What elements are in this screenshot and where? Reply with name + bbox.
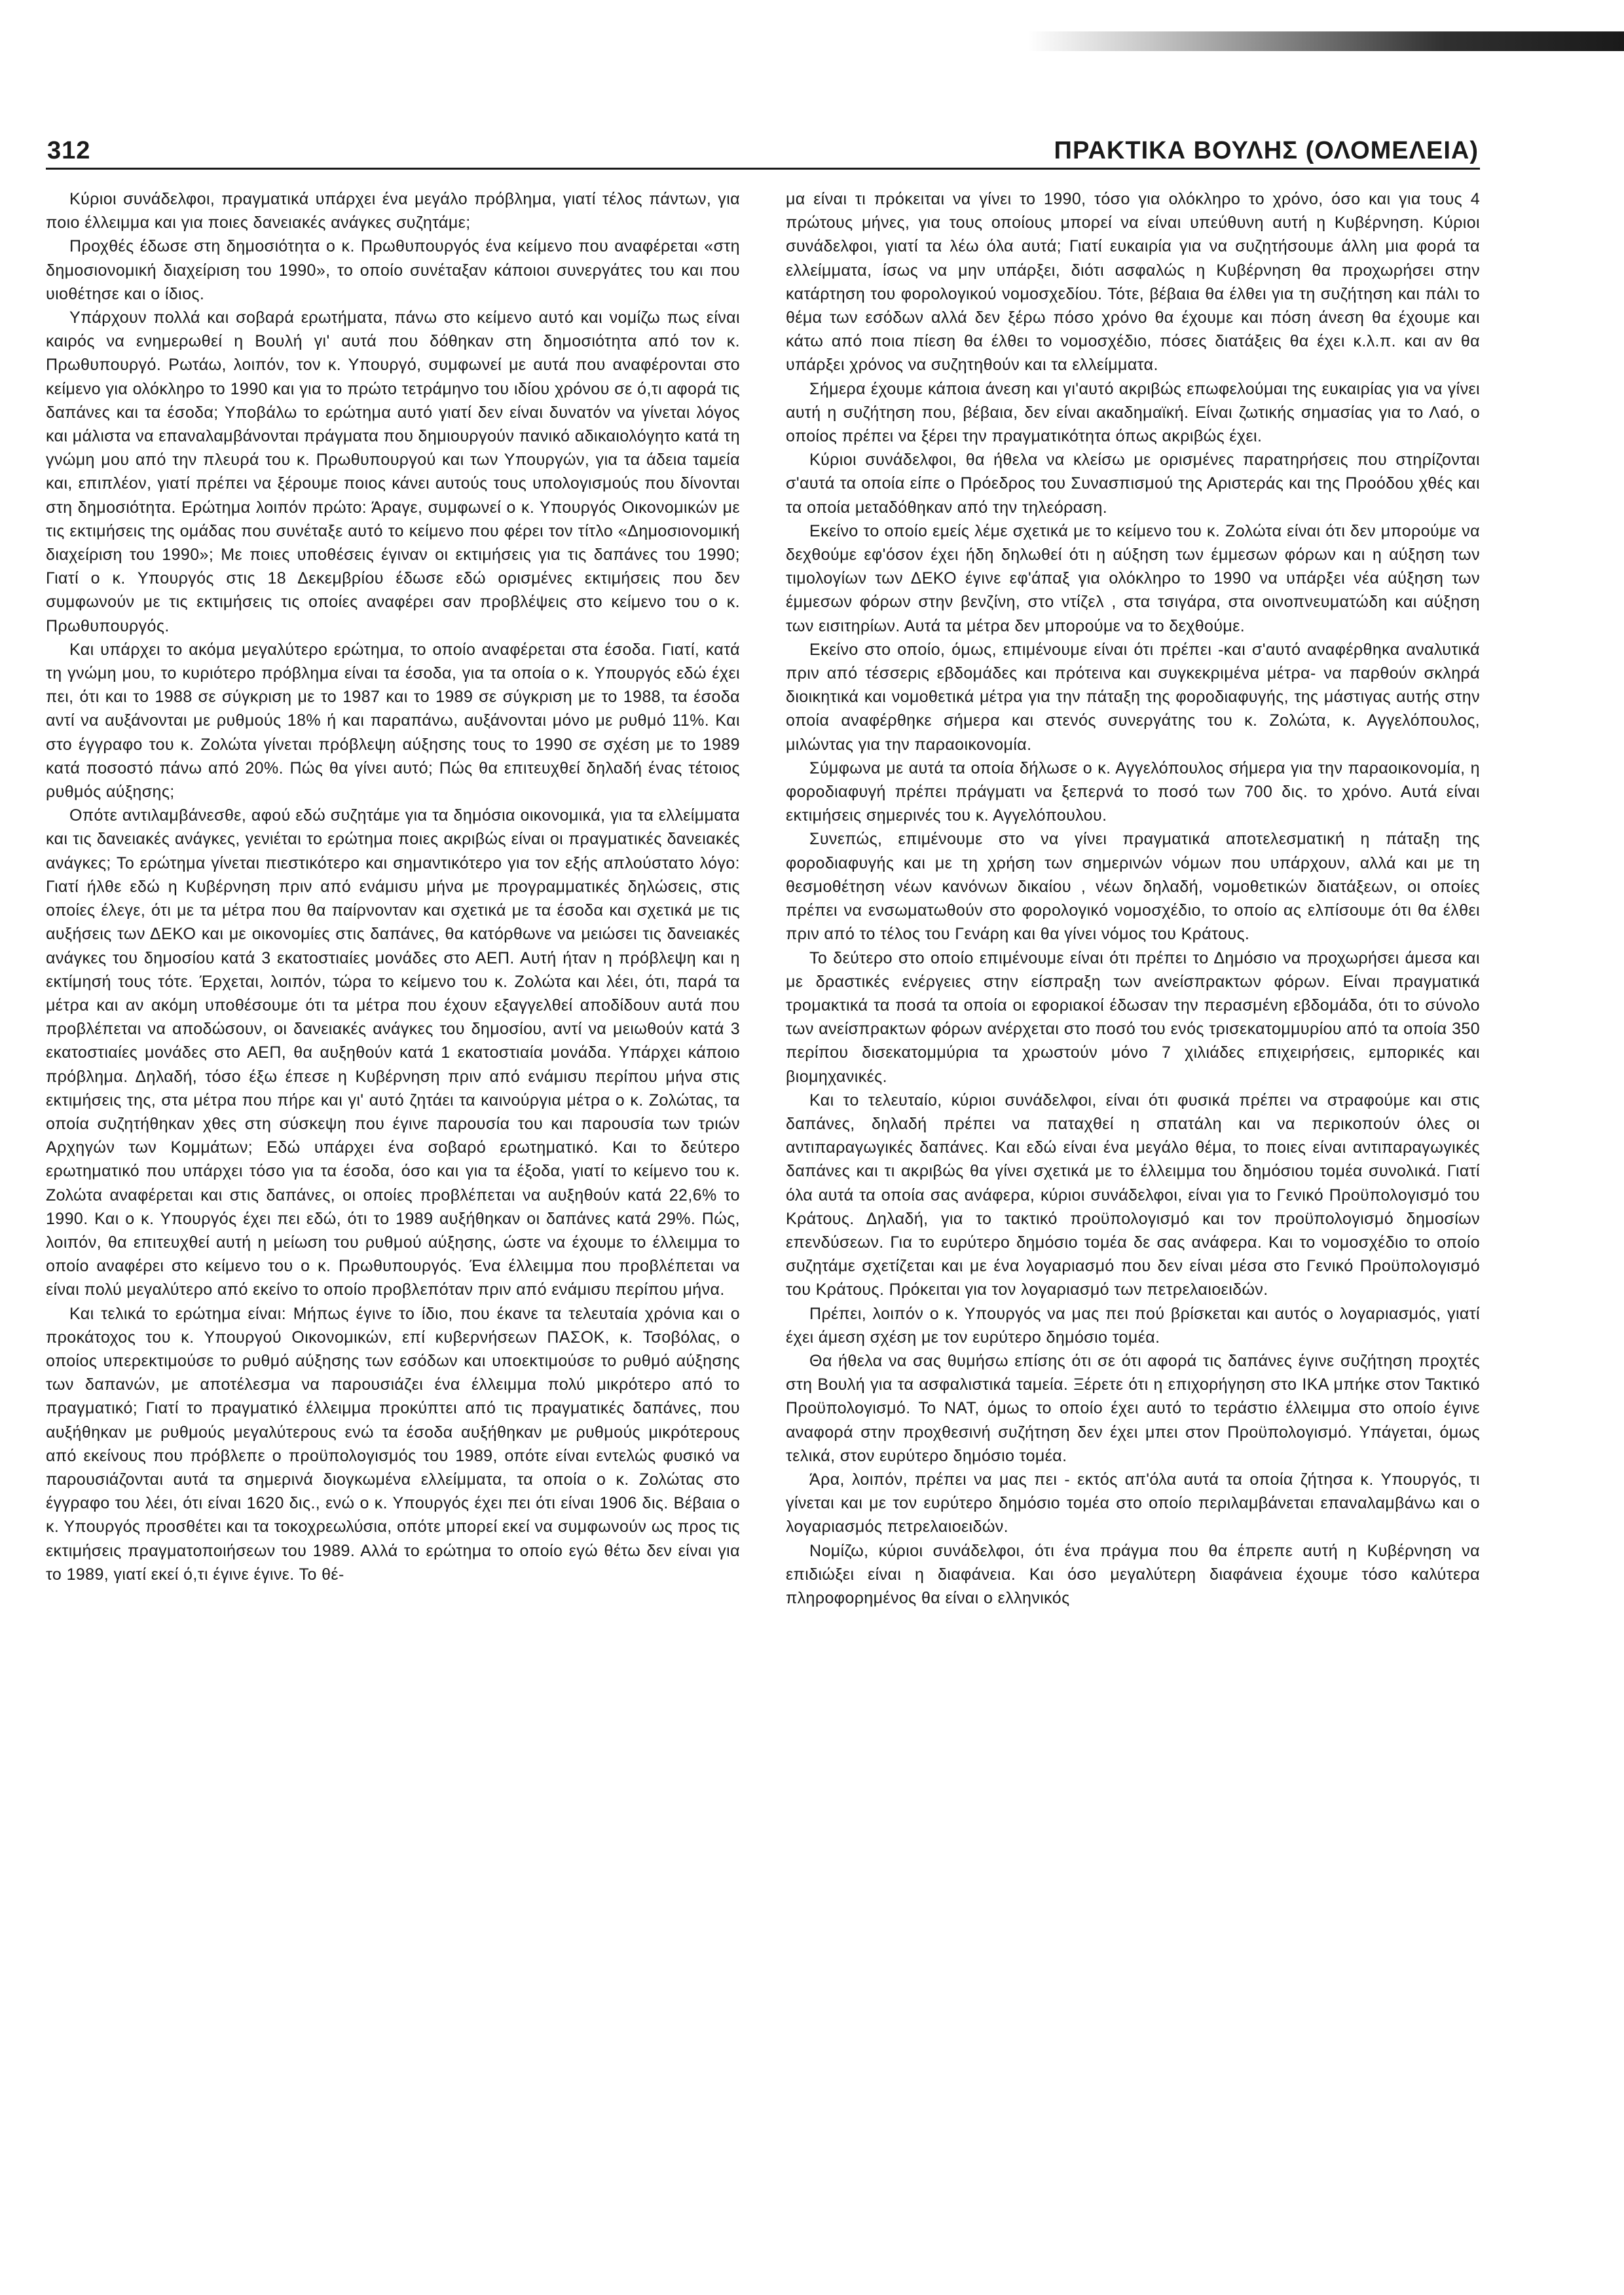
paragraph: Και υπάρχει το ακόμα μεγαλύτερο ερώτημα, το οποίο αναφέρεται στα έσοδα. Γιατί, κατά τη γνώμη μου, το κυριότερο πρόβλημα είναι τα έσοδα, για τα οποία ο κ. Υπουργός εδώ έχει πει, ότι και το 1988 σε σύγκριση με το 1987 και το 1989 σε σύγκριση με το 1988, τα έσοδα αντί να αυξάνονται με ρυθμούς 18% ή και παραπάνω, αυξάνονται μόνο με ρυθμό 11%. Και στο έγγραφο του κ. Ζολώτα γίνεται πρόβλεψη αύξησης τους το 1990 σε σχέση με το 1989 κατά ποσοστό πάνω από 20%. Πώς θα γίνει αυτό; Πώς θα επιτευχθεί δηλαδή ένας τέτοιος ρυθμός αύξησης; — [46, 640, 740, 802]
page-header — [46, 128, 1480, 170]
paragraph: Άρα, λοιπόν, πρέπει να μας πει - εκτός απ'όλα αυτά τα οποία ζήτησα κ. Υπουργός, τι γίνεται και με τον ευρύτερο δημόσιο τομέα στο οποίο περιλαμβάνεται επαναλαμβάνω και ο λογαριασμός πετρελαιοειδών. — [786, 1470, 1480, 1537]
paragraph: Εκείνο το οποίο εμείς λέμε σχετικά με το κείμενο του κ. Ζολώτα είναι ότι δεν μπορούμε να δεχθούμε εφ'όσον έχει ήδη δηλωθεί ότι η αύξηση των έμμεσων φόρων και η αύξηση των τιμολογίων των ΔΕΚΟ έγινε εφ'άπαξ για ολόκληρο το 1990 να υπάρξει νέα αύξηση των έμμεσων φόρων στην βενζίνη, στο ντίζελ , στα τσιγάρα, στα οινοπνευματώδη και αύξηση των εισιτηρίων. Αυτά τα μέτρα δεν μπορούμε να το δεχθούμε. — [786, 521, 1480, 635]
paragraph-continued: μα είναι τι πρόκειται να γίνει το 1990, τόσο για ολόκληρο το χρόνο, όσο και για τους 4 πρώτους μήνες, για τους οποίους μπορεί να είναι υπεύθυνη αυτή η Κυβέρνηση. Κύριοι συνάδελφοι, γιατί τα λέω όλα αυτά; Γιατί ευκαιρία για να συζητήσουμε άλλη μια φορά τα ελλείμματα, ίσως να μην υπάρξει, διότι ασφαλώς η Κυβέρνηση θα προχωρήσει στην κατάρτηση του φορολογικού νομοσχεδίου. Τότε, βέβαια θα έλθει για τη συζήτηση και πάλι το θέμα των εσόδων αλλά δεν ξέρω πόσο χρόνο θα έχουμε και πόση άνεση θα έχουμε και κάτω από ποια πίεση θα έλθει το νομοσχέδιο, πόσες διατάξεις θα έχει κ.λ.π. και αν θα υπάρξει χρόνος να συζητηθούν και τα ελλείμματα. — [786, 190, 1480, 375]
paragraph: Προχθές έδωσε στη δημοσιότητα ο κ. Πρωθυπουργός ένα κείμενο που αναφέρεται «στη δημοσιονομική διαχείριση του 1990», το οποίο συνέταξαν κάποιοι συνεργάτες του και που υιοθέτησε και ο ίδιος. — [46, 237, 740, 303]
paragraph: Κύριοι συνάδελφοι, πραγματικά υπάρχει ένα μεγάλο πρόβλημα, γιατί τέλος πάντων, για ποιο έλλειμμα και για ποιες δανειακές ανάγκες συζητάμε; — [46, 190, 740, 233]
paragraph: Θα ήθελα να σας θυμήσω επίσης ότι σε ότι αφορά τις δαπάνες έγινε συζήτηση προχτές στη Βουλή για τα ασφαλιστικά ταμεία. Ξέρετε ότι η επιχορήγηση στο ΙΚΑ μπήκε στον Τακτικό Προϋπολογισμό. Το ΝΑΤ, όμως το οποίο έχει αυτό το τεράστιο έλλειμμα στο οποίο έγινε αναφορά στην προχθεσινή συζήτηση δεν έχει μπει στον Προϋπολογισμό. Υπάγεται, όμως τελικά, στον ευρύτερο δημόσιο τομέα. — [786, 1351, 1480, 1465]
page-number: 312 — [47, 137, 91, 164]
paragraph: Υπάρχουν πολλά και σοβαρά ερωτήματα, πάνω στο κείμενο αυτό και νομίζω πως είναι καιρός να ενημερωθεί η Βουλή γι' αυτά που δόθηκαν στη δημοσιότητα από τον κ. Πρωθυπουργό. Ρωτάω, λοιπόν, τον κ. Υπουργό, συμφωνεί με αυτά που αναφέρονται στο κείμενο για ολόκληρο το 1990 και για το πρώτο τετράμηνο του ιδίου χρόνου σε ό,τι αφορά τις δαπάνες και τα έσοδα; Υποβάλω το ερώτημα αυτό γιατί δεν είναι δυνατόν να γίνεται λόγος και μάλιστα να επαναλαμβάνονται πράγματα που δημιουργούν πανικό αδικαιολόγητο κατά τη γνώμη μου από την πλευρά του κ. Πρωθυπουργού και των Υπουργών, για τα άδεια ταμεία και, επιπλέον, γιατί πρέπει να ξέρουμε ποιος κάνει αυτούς τους υπολογισμούς που δίνονται στη δημοσιότητα. Ερώτημα λοιπόν πρώτο: Άραγε, συμφωνεί ο κ. Υπουργός Οικονομικών με τις εκτιμήσεις της ομάδας που συνέταξε αυτό το κείμενο που φέρει τον τίτλο «Δημοσιονομική διαχείριση του 1990»; Με ποιες υποθέσεις έγιναν οι εκτιμήσεις για τις δαπάνες του 1990; Γιατί ο κ. Υπουργός στις 18 Δεκεμβρίου έδωσε εδώ ορισμένες εκτιμήσεις που δεν συμφωνούν με τις εκτιμήσεις τις οποίες αναφέρει σαν προβλέψεις στο κείμενο του ο κ. Πρωθυπουργός. — [46, 308, 740, 635]
paragraph: Και το τελευταίο, κύριοι συνάδελφοι, είναι ότι φυσικά πρέπει να στραφούμε και στις δαπάνες, δηλαδή πρέπει να παταχθεί η σπατάλη και να περικοπούν όλες οι αντιπαραγωγικές δαπάνες. Και εδώ είναι ένα μεγάλο θέμα, το ποιες είναι αντιπαραγωγικές δαπάνες και τι ακριβώς θα γίνει σχετικά με το έλλειμμα του δημόσιου τομέα συνολικά. Γιατί όλα αυτά τα οποία σας ανάφερα, κύριοι συνάδελφοι, είναι για το Γενικό Προϋπολογισμό του Κράτους. Δηλαδή, για το τακτικό προϋπολογισμό και τον προϋπολογισμό δημοσίων επενδύσεων. Για το ευρύτερο δημόσιο τομέα δε σας ανάφερα. Και το νομοσχέδιο το οποίο συζητάμε σχετίζεται και με ένα λογαριασμό που δεν είναι μέσα στο Γενικό Προϋπολογισμό του Κράτους. Πρόκειται για τον λογαριασμό των πετρελαιοειδών. — [786, 1091, 1480, 1299]
paragraph: Σήμερα έχουμε κάποια άνεση και γι'αυτό ακριβώς επωφελούμαι της ευκαιρίας για να γίνει αυτή η συζήτηση που, βέβαια, δεν είναι ακαδημαϊκή. Είναι ζωτικής σημασίας για το Λαό, ο οποίος πρέπει να ξέρει την πραγματικότητα όπως ακριβώς έχει. — [786, 379, 1480, 446]
paragraph: Σύμφωνα με αυτά τα οποία δήλωσε ο κ. Αγγελόπουλος σήμερα για την παραοικονομία, η φοροδιαφυγή πρέπει πράγματι να ξεπερνά το ποσό των 700 δις. το χρόνο. Αυτά είναι εκτιμήσεις σημερινές του κ. Αγγελόπουλου. — [786, 758, 1480, 825]
running-title: ΠΡΑΚΤΙΚΑ ΒΟΥΛΗΣ (ΟΛΟΜΕΛΕΙΑ) — [1054, 137, 1479, 164]
paragraph: Και τελικά το ερώτημα είναι: Μήπως έγινε το ίδιο, που έκανε τα τελευταία χρόνια και ο προκάτοχος του κ. Υπουργού Οικονομικών, επί κυβερνήσεων ΠΑΣΟΚ, κ. Τσοβόλας, ο οποίος υπερεκτιμούσε το ρυθμό αύξησης των εσόδων και υποεκτιμούσε το ρυθμό αύξησης των δαπανών, με αποτέλεσμα να παρουσιάζει ένα έλλειμμα πολύ μικρότερο από το πραγματικό; Γιατί το πραγματικό έλλειμμα προκύπτει από τις πραγματικές δαπάνες, που αυξήθηκαν με ρυθμούς μεγαλύτερους ενώ τα έσοδα αυξήθηκαν με ρυθμούς μικρότερους από εκείνους που πρόβλεπε ο προϋπολογισμός του 1989, οπότε είναι εντελώς φυσικό να παρουσιάζονται αυτά τα σημερινά διογκωμένα ελλείμματα, τα οποία ο κ. Ζολώτας στο έγγραφο του λέει, ότι είναι 1620 δις., ενώ ο κ. Υπουργός έχει πει ότι είναι 1906 δις. Βέβαια ο κ. Υπουργός προσθέτει και τα τοκοχρεωλύσια, οπότε μπορεί εκεί να συμφωνούν ως προς τις εκτιμήσεις πραγματοποιήσεων του 1989. Αλλά το ερώτημα το οποίο εγώ θέτω δεν είναι για το 1989, γιατί εκεί ό,τι έγινε έγινε. Το θέ- — [46, 1304, 740, 1584]
right-column — [786, 187, 1480, 2264]
paragraph: Κύριοι συνάδελφοι, θα ήθελα να κλείσω με ορισμένες παρατηρήσεις που στηρίζονται σ'αυτά τα οποία είπε ο Πρόεδρος του Συνασπισμού της Αριστεράς και της Προόδου χθές και τα οποία μεταδόθηκαν από την τηλεόραση. — [786, 451, 1480, 517]
paragraph: Εκείνο στο οποίο, όμως, επιμένουμε είναι ότι πρέπει -και σ'αυτό αναφέρθηκα αναλυτικά πριν από τέσσερις εβδομάδες και πρότεινα και συγκεκριμένα μέτρα- να παρθούν σκληρά διοικητικά και νομοθετικά μέτρα για την πάταξη της φοροδιαφυγής, της μάστιγας αυτής στην οποία αναφέρθηκε σήμερα και στενός συνεργάτης του κ. Ζολώτα, κ. Αγγελόπουλος, μιλώντας για την παραοικονομία. — [786, 640, 1480, 754]
paragraph: Το δεύτερο στο οποίο επιμένουμε είναι ότι πρέπει το Δημόσιο να προχωρήσει άμεσα και με δραστικές ενέργειες στην είσπραξη των ανείσπρακτων φόρων. Είναι πραγματικά τρομακτικά τα ποσά τα οποία οι εφοριακοί έδωσαν την περασμένη εβδομάδα, ότι το σύνολο των ανείσπρακτων φόρων ανέρχεται στο ποσό του ενός τρισεκατομμυρίου από τα οποία 350 περίπου δισεκατομμύρια τα χρωστούν μόνο 7 χιλιάδες επιχειρήσεις, εμπορικές και βιομηχανικές. — [786, 948, 1480, 1086]
paragraph: Νομίζω, κύριοι συνάδελφοι, ότι ένα πράγμα που θα έπρεπε αυτή η Κυβέρνηση να επιδιώξει είναι η διαφάνεια. Και όσο μεγαλύτερη διαφάνεια έχουμε τόσο καλύτερα πληροφορημένος θα είναι ο ελληνικός — [786, 1541, 1480, 1607]
paragraph: Πρέπει, λοιπόν ο κ. Υπουργός να μας πει πού βρίσκεται και αυτός ο λογαριασμός, γιατί έχει άμεση σχέση με τον ευρύτερο δημόσιο τομέα. — [786, 1304, 1480, 1347]
paragraph: Οπότε αντιλαμβάνεσθε, αφού εδώ συζητάμε για τα δημόσια οικονομικά, για τα ελλείμματα και τις δανειακές ανάγκες, γενιέται το ερώτημα ποιες ακριβώς είναι οι πραγματικές δανειακές ανάγκες; Το ερώτημα γίνεται πιεστικότερο και σημαντικότερο για τον εξής απλούστατο λόγο: Γιατί ήλθε εδώ η Κυβέρνηση πριν από ενάμισυ μήνα με προγραμματικές δηλώσεις, στις οποίες έλεγε, ότι με τα μέτρα που θα παίρνονταν και σχετικά με τα έσοδα και σχετικά με τις αυξήσεις των ΔΕΚΟ και με οικονομίες στις δαπάνες, θα κατόρθωνε να μειώσει τις δανειακές ανάγκες του δημοσίου κατά 3 εκατοστιαίες μονάδες στο ΑΕΠ. Αυτή ήταν η πρόβλεψη και η εκτίμησή τους τότε. Έρχεται, λοιπόν, τώρα το κείμενο του κ. Ζολώτα και λέει, ότι, παρά τα μέτρα και αν ακόμη υποθέσουμε ότι τα μέτρα που έχουν εξαγγελθεί αποδίδουν αυτά που προβλέπεται να αποδώσουν, οι δανειακές ανάγκες του δημοσίου, αντί να μειωθούν κατά 3 εκατοστιαίες μονάδες στο ΑΕΠ, θα αυξηθούν κατά 1 εκατοστιαία μονάδα. Υπάρχει κάποιο πρόβλημα. Δηλαδή, τόσο έξω έπεσε η Κυβέρνηση πριν από ενάμισυ περίπου μήνα στις εκτιμήσεις της, στα μέτρα που πήρε και γι' αυτό ζητάει τα καινούργια μέτρα ο κ. Ζολώτας, τα οποία συζητήθηκαν χθες στη σύσκεψη που έγινε παρουσία του και παρουσία των τριών Αρχηγών των Κομμάτων; Εδώ υπάρχει ένα σοβαρό ερωτηματικό. Και το δεύτερο ερωτηματικό που υπάρχει τόσο για τα έσοδα, όσο και για τα έξοδα, γιατί το κείμενο του κ. Ζολώτα αναφέρεται και στις δαπάνες, οι οποίες προβλέπεται να αυξηθούν κατά 22,6% το 1990. Και ο κ. Υπουργός έχει πει εδώ, ότι το 1989 αυξήθηκαν οι δαπάνες κατά 29%. Πώς, λοιπόν, θα επιτευχθεί αυτή η μείωση του ρυθμού αύξησης, ώστε να έχουμε το έλλειμμα το οποίο αναφέρει στο κείμενο του ο κ. Πρωθυπουργός. Ένα έλλειμμα που προβλέπεται να είναι πολύ μεγαλύτερο από εκείνο το οποίο προβλεπόταν πριν από ενάμισυ περίπου μήνα. — [46, 806, 740, 1299]
left-column — [46, 187, 740, 2264]
top-decorative-rule — [1028, 31, 1624, 51]
paragraph: Συνεπώς, επιμένουμε στο να γίνει πραγματικά αποτελεσματική η πάταξη της φοροδιαφυγής και με τη χρήση των σημερινών νόμων που υπάρχουν, αλλά και με τη θεσμοθέτηση νέων κανόνων δικαίου , νέων δηλαδή, νομοθετικών διατάξεων, οι οποίες πρέπει να ενσωματωθούν στο φορολογικό νομοσχέδιο, το οποίο ας ελπίσουμε ότι θα έλθει πριν από το τέλος του Γενάρη και θα γίνει νόμος του Κράτους. — [786, 830, 1480, 944]
text-columns — [46, 187, 1480, 2264]
